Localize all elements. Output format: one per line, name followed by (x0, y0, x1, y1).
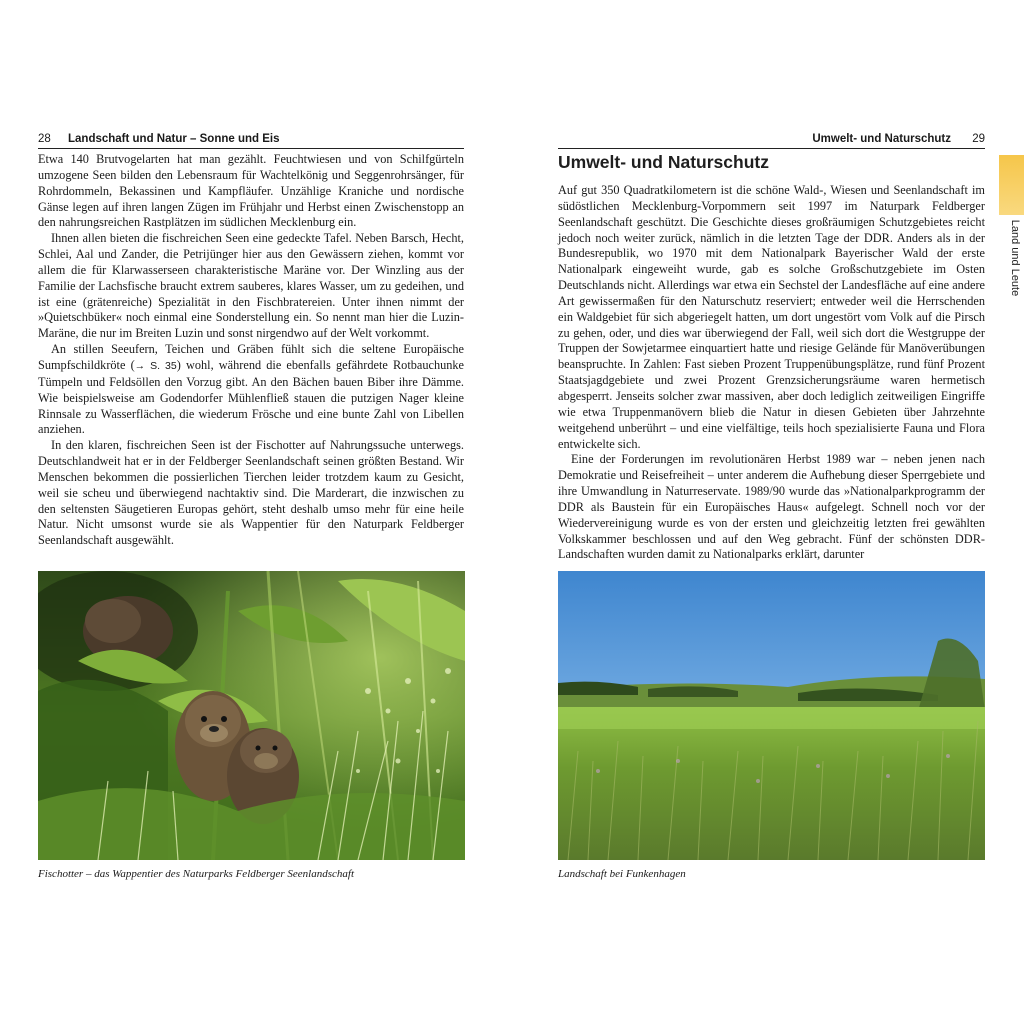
landscape-photo (558, 571, 985, 860)
side-section-label (1006, 219, 1024, 297)
running-title-left: Landschaft und Natur – Sonne und Eis (68, 133, 280, 145)
body-text-right (558, 183, 985, 563)
section-title: Umwelt- und Naturschutz (558, 152, 769, 172)
photo-caption-right: Landschaft bei Funkenhagen (558, 868, 686, 880)
side-section-label-text: Land und Leute (1009, 219, 1021, 297)
body-text-left (38, 152, 464, 549)
paragraph-text: ) wohl, während die ebenfalls gefährdete Rotbauchunke Tümpeln und Feldsöllen den Vorzug gibt. An den Bächen bauen Biber ihre Dämme. Wie beispielsweise am Godendorfer Mühlenfließ stauen die putzigen Nager kleine Rinnsale zu Wasserflächen, die wiederum Frösche und eine bunte Zahl von Libellen anziehen. (38, 357, 465, 437)
right-page (512, 0, 1024, 1024)
page-number-left: 28 (38, 133, 51, 145)
paragraph: In den klaren, fischreichen Seen ist der Fischotter auf Nahrungssuche unterwegs. Deutschlandweit hat er in der Feldberger Seenlandschaft seinen größten Bestand. Wir Menschen bekommen die possierlichen Tierchen leider trotzdem kaum zu Gesicht, weil sie scheu und überwiegend nachtaktiv sind. Die Marderart, die inzwischen zu den seltensten Säugetieren Europas gehört, steht deshalb umso mehr für eine heile Natur. Nicht umsonst wurde sie als Wappentier für den Naturpark Feldberger Seenlandschaft ausgewählt. (38, 438, 464, 548)
otter-photo (38, 571, 465, 860)
paragraph: Ihnen allen bieten die fischreichen Seen eine gedeckte Tafel. Neben Barsch, Hecht, Schlei, Aal und Zander, die Petrijünger hier aus den Gewässern ziehen, kommt vor allem die für Klarwasserseen charakteristische Maräne vor. Der Winzling aus der Familie der Lachsfische braucht extrem sauberes, klares Wasser, um zu gedeihen, und ist eine (grätenreiche) Spezialität in den Fischbratereien. Unter ihnen nimmt der »Quietschbüker« noch einmal eine Sonderstellung ein. So nennt man hier die Luzin-Maräne, die nur im Breiten Luzin und sonst nirgendwo auf der Welt vorkommt. (38, 231, 464, 341)
photo-caption-left: Fischotter – das Wappentier des Naturparks Feldberger Seenlandschaft (38, 868, 355, 880)
paragraph: Eine der Forderungen im revolutionären Herbst 1989 war – neben jenen nach Demokratie und Reisefreiheit – unter anderem die Aufhebung dieser Sperrgebiete und ihre Umwandlung in Naturreservate. 1989/90 wurde das »Nationalparkprogramm der DDR als Baustein für ein Europäisches Haus« aufgelegt. Schnell noch vor der Wiedervereinigung wurde es von der ersten und gleichzeitig letzten frei gewählten Volkskammer beschlossen und auf den Weg gebracht. Fünf der schönsten DDR-Landschaften wurden damit zu Nationalparks erklärt, darunter (558, 452, 985, 562)
paragraph (38, 342, 464, 438)
paragraph-text: An stillen Seeufern, Teichen und Gräben fühlt sich die seltene Europäische Sumpfschildkröte ( (38, 342, 464, 372)
running-head-left (38, 130, 464, 149)
running-title-right: Umwelt- und Naturschutz (812, 133, 951, 145)
running-head-right (558, 130, 985, 149)
cross-reference-link[interactable]: → S. 35 (134, 359, 177, 372)
paragraph: Auf gut 350 Quadratkilometern ist die schöne Wald-, Wiesen und Seenlandschaft im südöstlichen Mecklenburg-Vorpommern seit 1997 im Naturpark Feldberger Seenlandschaft geschützt. Die Geschichte dieses großräumigen Schutzgebietes reicht jedoch noch weiter zurück, nämlich in die letzten Tage der DDR. Anders als in der Bundesrepublik, wo 1970 mit dem Nationalpark Bayerischer Wald der erste Nationalpark eingeweiht wurde, gab es solche Großschutzgebiete im Osten Deutschlands nicht. Allerdings war etwa ein Sechstel der Landesfläche auf eine andere Art gewissermaßen für den Naturschutz reserviert; entweder weil die Herrschenden ein Waldgebiet für sich abgeriegelt hatten, um dort ungestört vom Volk auf die Pirsch zu gehen, oder, und dies war überwiegend der Fall, weil sich dort die Westgruppe der Truppen der Sowjetarmee einquartiert hatte und riesige Gelände für Manöverübungen beanspruchte. In Zahlen: Fast sieben Prozent Truppenübungsplätze, rund fünf Prozent Staatsjagdgebiete und zwei Prozent Grenzsicherungsräume waren hermetisch abgesperrt. Jenseits solcher zwar massiven, aber doch lediglich zeitweiligen Eingriffe wie etwa Truppenmanövern blieb die Natur in diesen Gebieten über Jahrzehnte weitgehend unberührt – und eine vielfältige, teils hoch spezialisierte Fauna und Flora entwickelte sich. (558, 183, 985, 451)
paragraph: Etwa 140 Brutvogelarten hat man gezählt. Feuchtwiesen und von Schilfgürteln umzogene Seen bilden den Lebensraum für Wachtelkönig und Seggenrohrsänger, für Rohrdommeln, Bekassinen und Kampfläufer. Unzählige Kraniche und nordische Gänse legen auf ihren langen Zügen im Frühjahr und Herbst einen Zwischenstopp an den nahrungsreichen Rastplätzen im südlichen Mecklenburg ein. (38, 152, 464, 230)
side-tab-marker (999, 155, 1024, 215)
page-number-right: 29 (972, 133, 985, 145)
